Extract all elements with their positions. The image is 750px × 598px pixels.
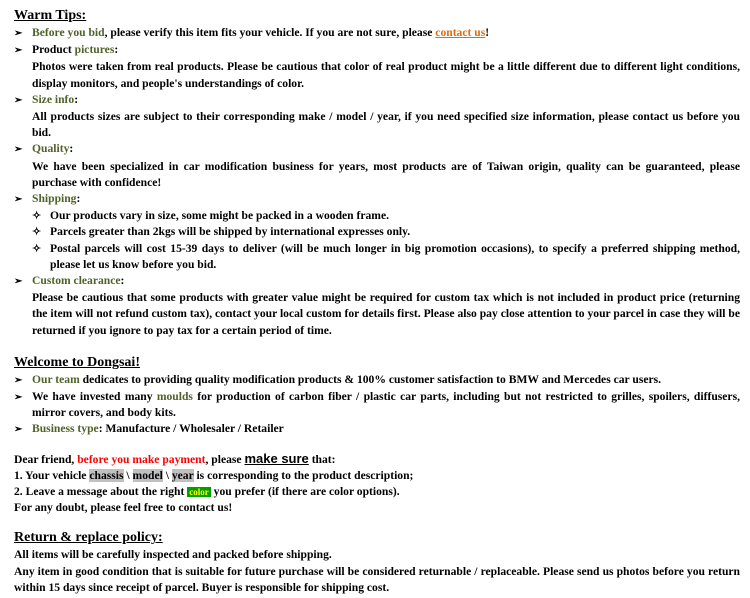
- arrow-bullet-icon: ➢: [14, 276, 23, 288]
- pictures-label: pictures: [74, 43, 115, 57]
- item2-end: you prefer (if there are color options).: [210, 485, 400, 499]
- shipping-item-text: Our products vary in size, some might be packed in a wooden frame.: [50, 209, 390, 223]
- size-body: All products sizes are subject to their corresponding make / model / year, if you need specified size information, please contact us before you bid.: [32, 110, 740, 140]
- team-text: dedicates to providing quality modification products & 100% customer satisfaction to BMW and Mercedes car users.: [79, 372, 662, 386]
- color-highlight: color: [189, 487, 209, 498]
- business-label: Business type: [32, 422, 99, 436]
- shipping-item-text: Parcels greater than 2kgs will be shipped by international expresses only.: [50, 225, 411, 239]
- shipping-item: [14, 241, 740, 273]
- moulds-line: [14, 389, 740, 421]
- arrow-bullet-icon: ➢: [14, 28, 23, 39]
- product-body: Photos were taken from real products. Please be cautious that color of real product might be a little different due to different light conditions, display monitors, and people's understandings of color.: [32, 60, 740, 90]
- size-label: Size info: [32, 92, 75, 106]
- friend-end: that:: [308, 452, 336, 466]
- arrow-bullet-icon: ➢: [14, 144, 23, 156]
- friend-mid: , please: [205, 452, 245, 466]
- item1-pre: 1. Your vehicle: [14, 468, 90, 482]
- item2-pre: 2. Leave a message about the right: [14, 485, 188, 499]
- bid-end: !: [485, 26, 490, 39]
- welcome-heading: Welcome to Dongsai!: [14, 354, 140, 370]
- customs-colon: :: [120, 274, 125, 288]
- size-line: [14, 92, 740, 109]
- shipping-colon: :: [76, 192, 81, 206]
- bid-line: [14, 25, 740, 42]
- arrow-bullet-icon: ➢: [14, 374, 23, 386]
- diamond-bullet-icon: ✧: [32, 242, 42, 255]
- customs-body: Please be cautious that some products with greater value might be required for custom tax which is not included in product price (returning the item will not refund custom tax), contact your local custom for details first. Please also pay close attention to your parcel in case they will be returned if you ignore to pay tax for a certain period of time.: [32, 291, 740, 337]
- item1-sep1: \: [123, 468, 133, 482]
- policy-line-1: All items will be carefully inspected and packed before shipping.: [14, 548, 332, 562]
- policy-line-2: Any item in good condition that is suitable for future purchase will be considered returnable / replaceable. Please send us photos before you return within 15 days since receipt of parcel. Buyer is responsible for shipping cost.: [14, 564, 740, 594]
- arrow-bullet-icon: ➢: [14, 45, 23, 57]
- bid-text: , please verify this item fits your vehicle. If you are not sure, please: [104, 26, 436, 39]
- friend-item-1: [14, 468, 740, 484]
- warm-tips-heading: Warm Tips:: [14, 8, 87, 23]
- bid-label: Before you bid: [32, 26, 105, 39]
- make-sure-text: make sure: [244, 450, 309, 466]
- year-highlight: year: [171, 468, 194, 482]
- size-colon: :: [74, 92, 79, 106]
- product-pre: Product: [32, 43, 75, 57]
- product-line: [14, 42, 740, 59]
- customs-line: [14, 273, 740, 290]
- before-payment-text: before you make payment: [77, 452, 206, 466]
- arrow-bullet-icon: ➢: [14, 94, 23, 106]
- business-line: [14, 421, 740, 438]
- business-text: : Manufacture / Wholesaler / Retailer: [98, 422, 284, 436]
- contact-us-link[interactable]: contact us: [435, 26, 486, 39]
- moulds-pre: We have invested many: [32, 390, 157, 404]
- chassis-highlight: chassis: [89, 468, 124, 482]
- policy-heading: Return & replace policy:: [14, 530, 163, 546]
- quality-line: [14, 141, 740, 158]
- shipping-item: [14, 208, 740, 224]
- shipping-item-text: Postal parcels will cost 15-39 days to deliver (will be much longer in big promotion occasions), to specify a preferred shipping method, please let us know before you bid.: [50, 241, 740, 271]
- moulds-text: for production of carbon fiber / plastic car parts, including but not restricted to grilles, spoilers, diffusers, mirror covers, and body kits.: [32, 390, 740, 420]
- arrow-bullet-icon: ➢: [14, 424, 23, 436]
- shipping-item: [14, 224, 740, 240]
- item1-end: is corresponding to the product description;: [193, 468, 414, 482]
- customs-label: Custom clearance: [32, 274, 121, 288]
- product-colon: :: [114, 43, 119, 57]
- diamond-bullet-icon: ✧: [32, 210, 42, 223]
- team-line: [14, 372, 740, 389]
- model-highlight: model: [132, 468, 163, 482]
- doubt-line: For any doubt, please feel free to contact us!: [14, 501, 233, 515]
- moulds-label: moulds: [156, 390, 193, 404]
- arrow-bullet-icon: ➢: [14, 392, 23, 404]
- quality-colon: :: [69, 142, 74, 156]
- arrow-bullet-icon: ➢: [14, 194, 23, 206]
- quality-label: Quality: [32, 142, 70, 156]
- shipping-label: Shipping: [32, 192, 77, 206]
- friend-item-2: [14, 484, 740, 500]
- item1-sep2: \: [162, 468, 172, 482]
- quality-body: We have been specialized in car modification business for years, most products are of Taiwan origin, quality can be guaranteed, please purchase with confidence!: [32, 159, 740, 189]
- team-label: Our team: [32, 372, 80, 386]
- friend-pre: Dear friend,: [14, 452, 78, 466]
- diamond-bullet-icon: ✧: [32, 226, 42, 239]
- shipping-line: [14, 191, 740, 208]
- friend-line: [14, 451, 740, 468]
